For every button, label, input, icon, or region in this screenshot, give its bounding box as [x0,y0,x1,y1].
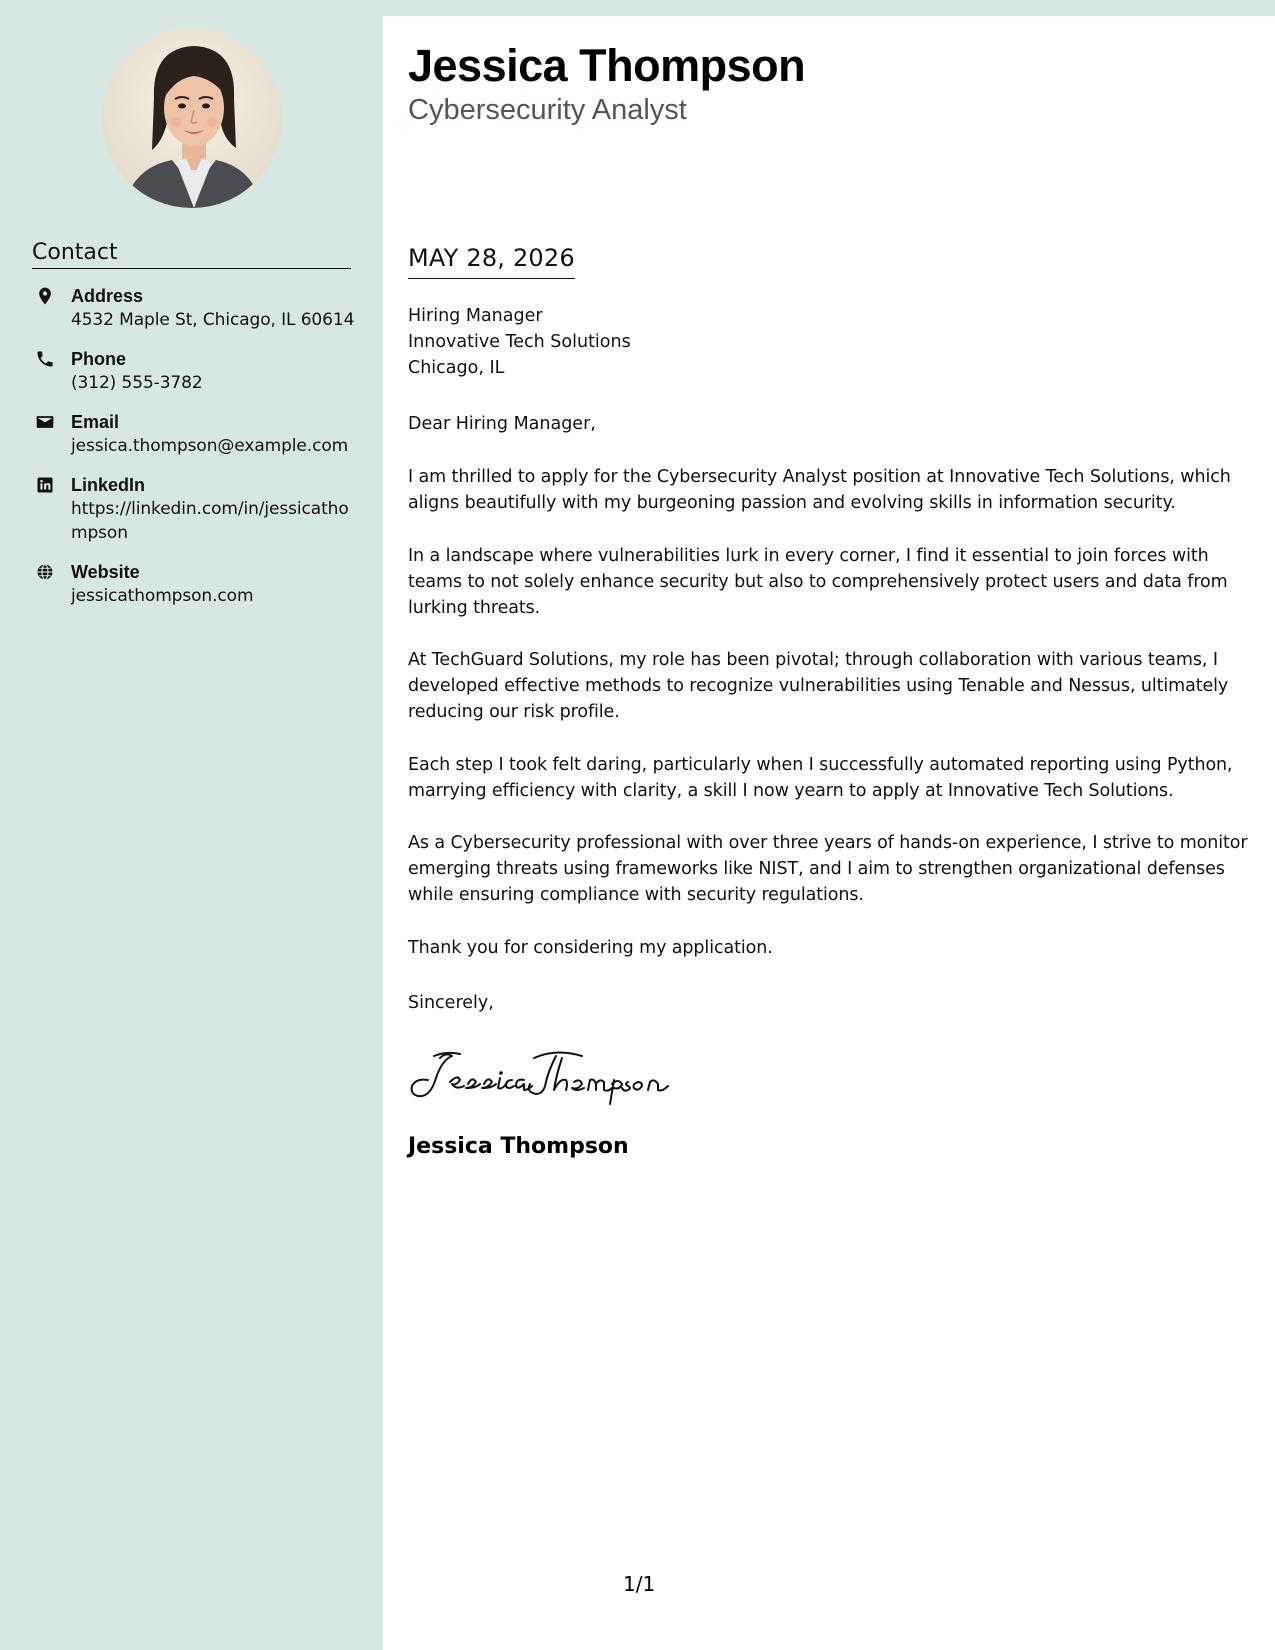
contact-list [32,284,362,623]
salutation: Dear Hiring Manager, [408,414,596,434]
linkedin-icon [35,475,55,495]
contact-linkedin [32,473,362,545]
contact-linkedin-value[interactable]: https://linkedin.com/in/jessicathompson [71,499,349,543]
body-paragraph: Each step I took felt daring, particularly when I successfully automated reporting using Python, marrying efficiency with clarity, a skill I now yearn to apply at Innovative Tech Solutions. [408,754,1233,801]
contact-phone [32,347,362,395]
contact-email-label: Email [71,412,120,432]
recipient-line: Hiring Manager [408,306,543,326]
applicant-name: Jessica Thompson [408,40,806,91]
contact-phone-value: (312) 555-3782 [71,373,203,393]
phone-icon [35,349,55,369]
recipient-line: Innovative Tech Solutions [408,332,631,352]
body-paragraph: At TechGuard Solutions, my role has been pivotal; through collaboration with various teams, I developed effective methods to recognize vulnerabilities using Tenable and Nessus, ultimately reducing our risk profile. [408,650,1229,722]
contact-heading: Contact [32,240,351,269]
sidebar [0,0,383,1650]
body-paragraph: I am thrilled to apply for the Cybersecurity Analyst position at Innovative Tech Solutions, which aligns beautifully with my burgeoning passion and evolving skills in information security. [408,467,1231,513]
map-pin-icon [35,286,55,306]
contact-website-label: Website [71,562,140,582]
body-paragraph: Thank you for considering my application. [408,937,773,958]
letter-body [408,464,1256,987]
contact-linkedin-label: LinkedIn [71,475,146,495]
contact-address-value: 4532 Maple St, Chicago, IL 60614 [71,310,355,330]
contact-address [32,284,362,332]
envelope-icon [35,412,55,432]
contact-phone-label: Phone [71,349,127,369]
recipient-line: Chicago, IL [408,358,505,378]
job-title: Cybersecurity Analyst [408,94,687,126]
contact-email [32,410,362,458]
contact-address-label: Address [71,286,144,306]
page-number: 1/1 [623,1572,656,1596]
contact-website [32,560,362,608]
body-paragraph: In a landscape where vulnerabilities lurk in every corner, I find it essential to join forces with teams to not solely enhance security but also to comprehensively protect users and data from lurking threats. [408,545,1228,618]
contact-website-value[interactable]: jessicathompson.com [71,586,254,606]
closing: Sincerely, [408,993,494,1013]
globe-icon [35,562,55,582]
recipient-block [408,303,631,381]
contact-email-value[interactable]: jessica.thompson@example.com [71,436,349,456]
handwritten-signature [406,1048,676,1110]
signed-name: Jessica Thompson [408,1134,629,1159]
profile-photo [102,28,282,208]
body-paragraph: As a Cybersecurity professional with over three years of hands-on experience, I strive to monitor emerging threats using frameworks like NIST, and I aim to strengthen organizational defenses while ensuring compliance with security regulations. [408,833,1248,905]
letter-date: MAY 28, 2026 [408,244,575,279]
